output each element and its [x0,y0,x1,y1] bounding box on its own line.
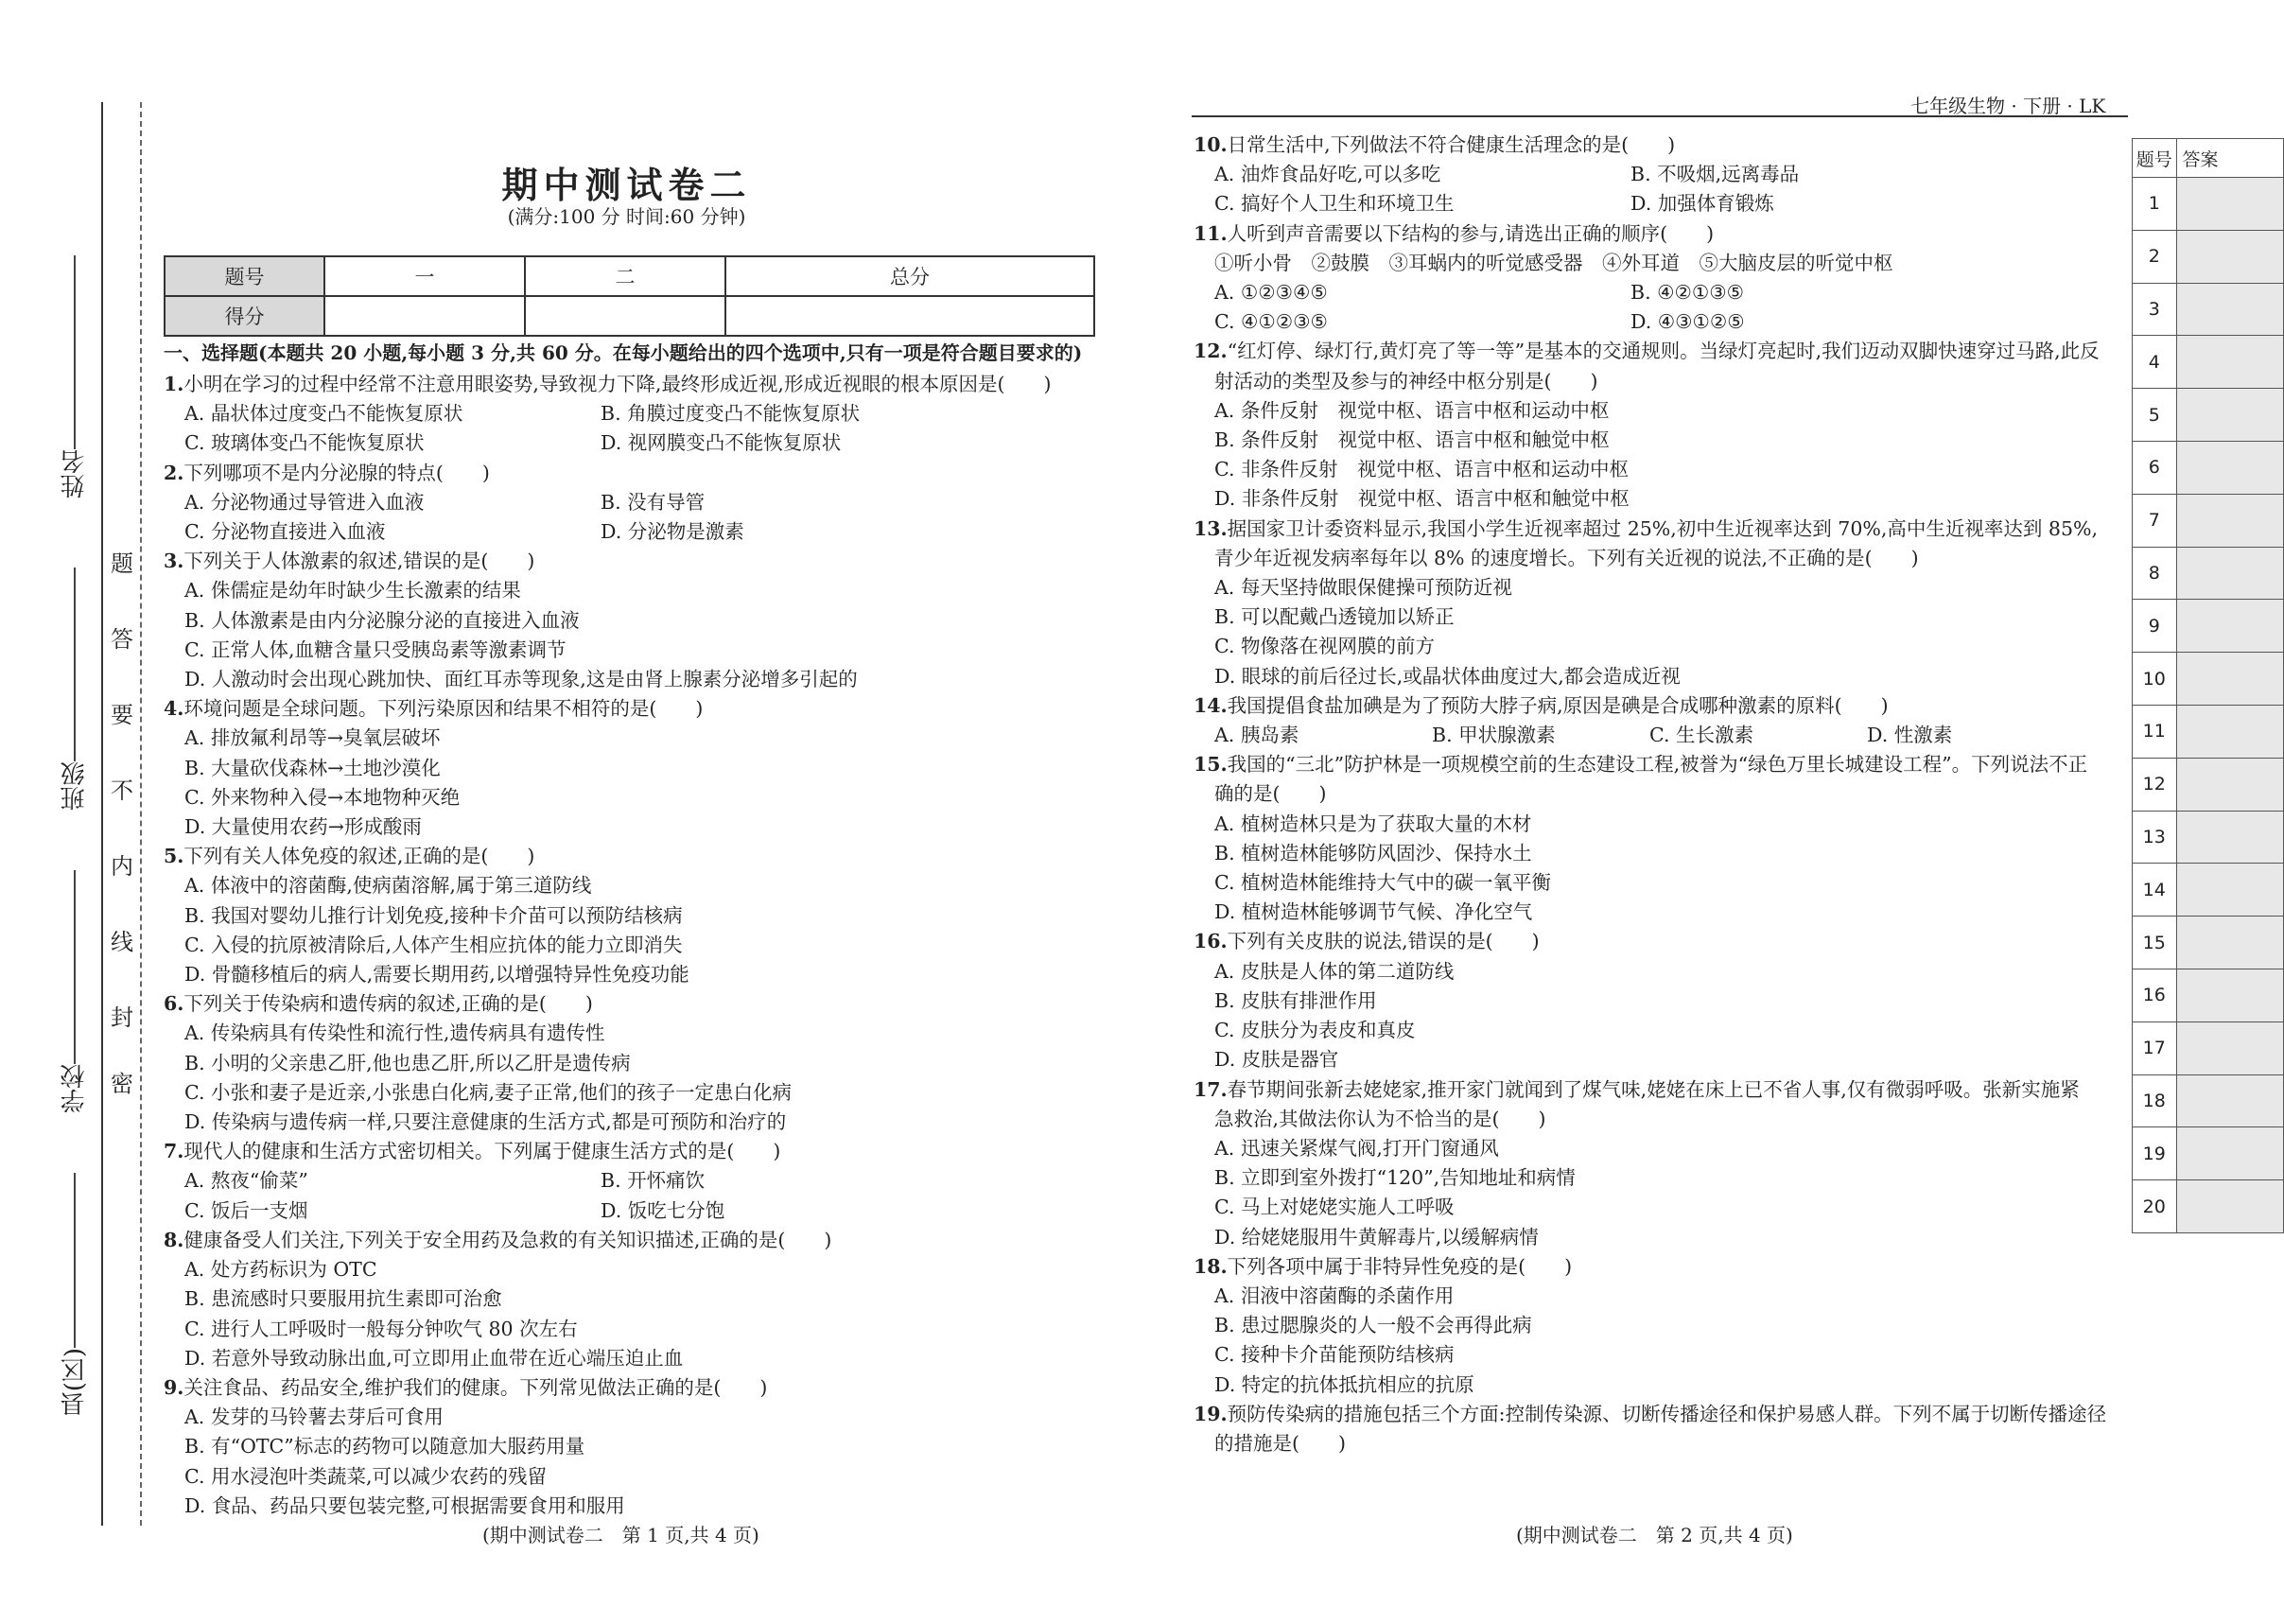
answer-cell[interactable] [2176,864,2283,917]
answer-option[interactable]: B. 甲状腺激素 [1432,724,1556,747]
answer-option[interactable]: A. 排放氟利昂等→臭氧层破坏 [184,726,441,750]
option-row [164,1166,1090,1196]
answer-option[interactable]: A. 发芽的马铃薯去芽后可食用 [184,1406,444,1429]
answer-row-number: 14 [2133,864,2177,917]
question-number: 17. [1194,1077,1228,1101]
question-number: 5. [164,845,184,868]
answer-option[interactable]: B. 小明的父亲患乙肝,他也患乙肝,所以乙肝是遗传病 [184,1051,631,1074]
question-stem [164,459,1090,488]
question-text: ①听小骨 ②鼓膜 ③耳蜗内的听觉感受器 ④外耳道 ⑤大脑皮层的听觉中枢 [1214,251,1893,274]
option-row [1194,278,2130,307]
answer-option[interactable]: C. 接种卡介苗能预防结核病 [1214,1343,1455,1367]
county-underline[interactable] [74,1173,76,1348]
score-cell[interactable] [725,296,1094,336]
answer-table [2132,138,2284,1233]
seal-char: 密 [111,1071,133,1097]
section-heading [164,339,1082,368]
question-stem [1194,691,2130,721]
answer-option[interactable]: C. 搞好个人卫生和环境卫生 [1214,192,1455,216]
answer-option[interactable]: B. 开怀痛饮 [601,1169,706,1193]
answer-option[interactable]: C. 玻璃体变凸不能恢复原状 [184,431,425,455]
answer-option[interactable]: A. 侏儒症是幼年时缺少生长激素的结果 [184,579,521,602]
answer-option[interactable]: A. ①②③④⑤ [1214,281,1328,305]
answer-option[interactable]: D. 分泌物是激素 [601,520,744,544]
question-stem [164,694,1090,724]
answer-option[interactable]: A. 处方药标识为 OTC [184,1258,377,1282]
answer-option[interactable]: D. 骨髓移植后的病人,需要长期用药,以增强特异性免疫功能 [184,963,689,987]
county-field[interactable] [57,1173,92,1416]
option-row [164,488,1090,517]
answer-row [2133,178,2284,231]
answer-option[interactable]: D. 若意外导致动脉出血,可立即用止血带在近心端压迫止血 [184,1346,684,1370]
answer-cell[interactable] [2176,1127,2283,1180]
question-stem [1194,1252,2130,1282]
answer-cell[interactable] [2176,600,2283,653]
answer-row-number: 6 [2133,441,2177,494]
question-number: 19. [1194,1402,1228,1425]
question-text: 健康备受人们关注,下列关于安全用药及急救的有关知识描述,正确的是( ) [183,1228,832,1251]
question-number: 1. [164,373,184,395]
answer-option[interactable]: A. 分泌物通过导管进入血液 [184,490,425,514]
question-text: 春节期间张新去姥姥家,推开家门就闻到了煤气味,姥姥在床上已不省人事,仅有微弱呼吸。张新实施紧 [1227,1077,2080,1101]
question-number: 15. [1194,753,1228,777]
answer-cell[interactable] [2176,547,2283,600]
answer-option[interactable]: B. 立即到室外拨打“120”,告知地址和病情 [1214,1166,1576,1190]
answer-cell[interactable] [2176,811,2283,864]
option-row [1194,160,2130,189]
binding-line [101,102,103,1526]
question-stem [1194,515,2130,544]
answer-option[interactable]: A. 泪液中溶菌酶的杀菌作用 [1214,1283,1455,1307]
answer-option[interactable]: C. 马上对姥姥实施人工呼吸 [1214,1196,1455,1219]
question-text: 下列各项中属于非特异性免疫的是( ) [1227,1254,1573,1278]
answer-row [2133,1022,2284,1074]
answer-cell[interactable] [2176,653,2283,706]
answer-option[interactable]: A. 晶状体过度变凸不能恢复原状 [184,402,463,426]
answer-cell[interactable] [2176,1022,2283,1074]
question-text: 的措施是( ) [1214,1431,1346,1455]
answer-row [2133,811,2284,864]
answer-row-number: 8 [2133,547,2177,600]
question-number: 12. [1194,340,1228,363]
question-stem [164,370,1090,399]
answer-option[interactable]: A. 体液中的溶菌酶,使病菌溶解,属于第三道防线 [184,874,592,898]
question [164,842,1090,989]
answer-row-number: 13 [2133,811,2177,864]
question-text: 小明在学习的过程中经常不注意用眼姿势,导致视力下降,最终形成近视,形成近视眼的根本原因是( ) [183,373,1052,395]
question [164,1226,1090,1373]
answer-row [2133,389,2284,442]
answer-cell[interactable] [2176,1180,2283,1233]
question-text: 我国提倡食盐加碘是为了预防大脖子病,原因是碘是合成哪种激素的原料( ) [1227,693,1889,717]
answer-row-number: 12 [2133,758,2177,811]
answer-row-number: 17 [2133,1022,2177,1074]
question-text: 急救治,其做法你认为不恰当的是( ) [1214,1107,1546,1130]
question-text: 环境问题是全球问题。下列污染原因和结果不相符的是( ) [183,697,704,721]
answer-row [2133,1127,2284,1180]
answer-row [2133,758,2284,811]
option-row [1194,307,2130,337]
question-text: 据国家卫计委资料显示,我国小学生近视率超过 25%,初中生近视率达到 70%,高中生近视率达到 85%, [1227,516,2098,540]
question [1194,515,2130,691]
question-text: 日常生活中,下列做法不符合健康生活理念的是( ) [1227,133,1676,156]
answer-option[interactable]: B. 植树造林能够防风固沙、保持水土 [1214,841,1532,864]
answer-option[interactable]: C. 植树造林能维持大气中的碳一氧平衡 [1214,871,1551,895]
question-stem [1194,1105,2130,1134]
school-label: 学校 [61,1064,89,1113]
answer-row [2133,494,2284,547]
question-text: 下列关于传染病和遗传病的叙述,正确的是( ) [183,992,593,1016]
answer-option[interactable]: B. 有“OTC”标志的药物可以随意加大服药用量 [184,1435,585,1458]
answer-row [2133,336,2284,389]
question [1194,219,2130,338]
answer-cell[interactable] [2176,917,2283,969]
option-row [164,399,1090,428]
answer-option[interactable]: D. 传染病与遗传病一样,只要注意健康的生活方式,都是可预防和治疗的 [184,1110,787,1134]
question [164,989,1090,1137]
answer-option[interactable]: C. 皮肤分为表皮和真皮 [1214,1019,1416,1042]
answer-row [2133,547,2284,600]
exam-subtitle: (满分:100 分 时间:60 分钟) [507,205,746,228]
seal-char: 内 [111,853,133,880]
name-field[interactable] [57,255,92,498]
question-text: “红灯停、绿灯行,黄灯亮了等一等”是基本的交通规则。当绿灯亮起时,我们迈动双脚快速穿过马路,此反 [1227,340,2100,363]
option-row [164,428,1090,458]
score-col-total: 总分 [725,256,1094,296]
score-row-label: 得分 [165,296,324,336]
question-number: 2. [164,461,184,484]
question-number: 11. [1194,221,1228,245]
question-stem [1194,337,2130,366]
answer-table-head-num: 题号 [2133,139,2177,178]
section-title: 一、选择题(本题共 20 小题,每小题 3 分,共 60 分。在每小题给出的四个选项中,只有一项是符合题目要求的) [164,341,1083,364]
answer-option[interactable]: C. 用水浸泡叶类蔬菜,可以减少农药的残留 [184,1464,548,1488]
answer-row-number: 7 [2133,494,2177,547]
answer-option[interactable]: C. 进行人工呼吸时一般每分钟吹气 80 次左右 [184,1317,578,1340]
question-number: 14. [1194,693,1228,717]
question [164,547,1090,694]
answer-option[interactable]: B. 大量砍伐森林→土地沙漠化 [184,756,441,779]
answer-option[interactable]: B. 条件反射 视觉中枢、语言中枢和触觉中枢 [1214,428,1610,452]
answer-row [2133,1180,2284,1233]
exam-title: 期中测试卷二 [501,164,752,206]
seal-char: 题 [111,550,133,577]
answer-option[interactable]: D. 皮肤是器官 [1214,1048,1339,1072]
answer-option[interactable]: C. 小张和妻子是近亲,小张患白化病,妻子正常,他们的孩子一定患白化病 [184,1080,793,1104]
answer-row-number: 9 [2133,600,2177,653]
question-stem [1194,927,2130,956]
answer-option[interactable]: B. 不吸烟,远离毒品 [1630,163,1800,186]
question-stem [1194,219,2130,249]
answer-row [2133,864,2284,917]
answer-option[interactable]: C. 非条件反射 视觉中枢、语言中枢和运动中枢 [1214,458,1629,481]
questions-column-left [164,370,1090,1521]
score-col-1: 一 [324,256,525,296]
question-stem [164,1373,1090,1403]
answer-cell[interactable] [2176,283,2283,336]
seal-char: 答 [111,626,133,653]
question-number: 4. [164,697,184,721]
answer-option[interactable]: D. 加强体育锻炼 [1630,192,1774,216]
answer-option[interactable]: B. 可以配戴凸透镜加以矫正 [1214,605,1455,629]
answer-option[interactable]: C. 入侵的抗原被清除后,人体产生相应抗体的能力立即消失 [184,933,683,956]
option-row [1194,721,2130,750]
answer-option[interactable]: D. 食品、药品只要包装完整,可根据需要食用和服用 [184,1493,625,1517]
answer-row-number: 5 [2133,389,2177,442]
seal-char: 要 [111,702,133,728]
answer-cell[interactable] [2176,230,2283,283]
option-row [1194,189,2130,218]
answer-row-number: 2 [2133,230,2177,283]
question-number: 13. [1194,516,1228,540]
answer-row [2133,917,2284,969]
answer-row-number: 3 [2133,283,2177,336]
answer-option[interactable]: B. 患流感时只要服用抗生素即可治愈 [184,1287,502,1311]
name-underline[interactable] [74,255,76,449]
question-text: 我国的“三北”防护林是一项规模空前的生态建设工程,被誉为“绿色万里长城建设工程”。下列说法不正 [1227,753,2088,777]
answer-option[interactable]: B. 患过腮腺炎的人一般不会再得此病 [1214,1314,1532,1337]
question [1194,131,2130,219]
answer-option[interactable]: D. 性激素 [1867,724,1953,747]
answer-row-number: 1 [2133,178,2177,231]
question [1194,337,2130,514]
answer-option[interactable]: A. 迅速关紧煤气阀,打开门窗通风 [1214,1136,1499,1160]
question [1194,1252,2130,1400]
answer-option[interactable]: D. ④③①②⑤ [1630,310,1745,334]
county-label: 县(区) [61,1348,89,1417]
answer-option[interactable]: B. 角膜过度变凸不能恢复原状 [601,402,861,426]
answer-option[interactable]: B. 皮肤有排泄作用 [1214,988,1377,1012]
footer-page-1: (期中测试卷二 第 1 页,共 4 页) [482,1524,759,1546]
answer-option[interactable]: A. 传染病具有传染性和流行性,遗传病具有遗传性 [184,1022,605,1045]
answer-row-number: 11 [2133,705,2177,758]
seal-char: 不 [111,777,133,804]
answer-option[interactable]: C. ④①②③⑤ [1214,310,1328,334]
question-stem [164,989,1090,1019]
seal-char: 封 [111,1004,133,1031]
answer-option[interactable]: D. 饭吃七分饱 [601,1198,725,1222]
answer-option[interactable]: D. 植树造林能够调节气候、净化空气 [1214,900,1533,924]
answer-row [2133,969,2284,1022]
answer-option[interactable]: B. 我国对婴幼儿推行计划免疫,接种卡介苗可以预防结核病 [184,903,683,927]
answer-row-number: 16 [2133,969,2177,1022]
answer-cell[interactable] [2176,178,2283,231]
answer-option[interactable]: B. 没有导管 [601,490,706,514]
footer-page-2: (期中测试卷二 第 2 页,共 4 页) [1516,1524,1793,1546]
seal-char: 线 [111,929,133,955]
answer-option[interactable]: A. 胰岛素 [1214,724,1299,747]
score-col-2: 二 [525,256,725,296]
question-number: 9. [164,1375,184,1399]
question-stem [1194,131,2130,160]
book-header: 七年级生物 · 下册 · LK [1910,95,2106,117]
answer-option[interactable]: A. 植树造林只是为了获取大量的木材 [1214,812,1532,835]
question-text: 现代人的健康和生活方式密切相关。下列属于健康生活方式的是( ) [183,1140,781,1163]
question-number: 8. [164,1228,184,1251]
question-number: 3. [164,550,184,573]
answer-option[interactable]: C. 物像落在视网膜的前方 [1214,635,1435,658]
answer-row [2133,653,2284,706]
answer-row-number: 20 [2133,1180,2177,1233]
question-text: 射活动的类型及参与的神经中枢分别是( ) [1214,369,1598,393]
answer-option[interactable]: C. 正常人体,血糖含量只受胰岛素等激素调节 [184,637,567,661]
question-number: 18. [1194,1254,1228,1278]
question [1194,1400,2130,1458]
answer-row [2133,705,2284,758]
question [1194,1075,2130,1252]
class-underline[interactable] [74,568,76,761]
question-stem [1194,1429,2130,1458]
score-table [164,255,1095,337]
question [164,1373,1090,1521]
question [1194,927,2130,1074]
answer-row-number: 4 [2133,336,2177,389]
answer-option[interactable]: A. 条件反射 视觉中枢、语言中枢和运动中枢 [1214,398,1610,422]
option-row [164,517,1090,547]
answer-row-number: 19 [2133,1127,2177,1180]
answer-option[interactable]: D. 非条件反射 视觉中枢、语言中枢和触觉中枢 [1214,487,1630,511]
answer-cell[interactable] [2176,336,2283,389]
question-stem [1194,544,2130,573]
answer-cell[interactable] [2176,705,2283,758]
seal-dashed-line [140,102,142,1526]
answer-option[interactable]: B. 人体激素是由内分泌腺分泌的直接进入血液 [184,608,580,632]
answer-option[interactable]: C. 生长激素 [1649,724,1753,747]
header-rule [1192,115,2128,117]
answer-row-number: 18 [2133,1074,2177,1127]
question-text: 下列哪项不是内分泌腺的特点( ) [183,461,490,484]
question-text: 预防传染病的措施包括三个方面:控制传染源、切断传播途径和保护易感人群。下列不属于切断传播途径 [1227,1402,2107,1425]
score-cell[interactable] [324,296,525,336]
school-underline[interactable] [74,870,76,1064]
answer-cell[interactable] [2176,969,2283,1022]
answer-row [2133,600,2284,653]
question [164,370,1090,459]
questions-column-right [1194,131,2130,1458]
answer-row [2133,283,2284,336]
question-stem [1194,1075,2130,1105]
answer-option[interactable]: D. 视网膜变凸不能恢复原状 [601,431,842,455]
question-text: 人听到声音需要以下结构的参与,请选出正确的顺序( ) [1227,221,1715,245]
answer-option[interactable]: A. 皮肤是人体的第二道防线 [1214,959,1455,983]
question [1194,691,2130,750]
answer-option[interactable]: A. 油炸食品好吃,可以多吃 [1214,163,1441,186]
question-stem [164,842,1090,871]
answer-option[interactable]: A. 熬夜“偷菜” [184,1169,308,1193]
answer-option[interactable]: D. 大量使用农药→形成酸雨 [184,815,422,839]
answer-row-number: 10 [2133,653,2177,706]
score-head-label: 题号 [165,256,324,296]
answer-row-number: 15 [2133,917,2177,969]
answer-cell[interactable] [2176,494,2283,547]
question-stem [1194,779,2130,809]
answer-row [2133,441,2284,494]
question-stem [1194,249,2130,278]
class-label: 班级 [61,761,89,811]
question-stem [164,1226,1090,1255]
question [1194,750,2130,927]
answer-option[interactable]: B. ④②①③⑤ [1630,281,1744,305]
question-number: 7. [164,1140,184,1163]
name-label: 姓名 [61,449,89,498]
answer-cell[interactable] [2176,1074,2283,1127]
answer-option[interactable]: C. 分泌物直接进入血液 [184,520,386,544]
answer-row [2133,230,2284,283]
question-number: 6. [164,992,184,1016]
answer-option[interactable]: A. 每天坚持做眼保健操可预防近视 [1214,576,1512,600]
question-text: 关注食品、药品安全,维护我们的健康。下列常见做法正确的是( ) [183,1375,768,1399]
question-text: 确的是( ) [1214,782,1327,806]
answer-row [2133,1074,2284,1127]
answer-cell[interactable] [2176,441,2283,494]
question [164,1137,1090,1226]
class-field[interactable] [57,568,92,811]
question-stem [1194,1400,2130,1429]
question-stem [1194,367,2130,396]
answer-cell[interactable] [2176,758,2283,811]
score-cell[interactable] [525,296,725,336]
option-row [164,1196,1090,1226]
answer-option[interactable]: D. 特定的抗体抵抗相应的抗原 [1214,1372,1474,1396]
answer-cell[interactable] [2176,389,2283,442]
answer-option[interactable]: D. 给姥姥服用牛黄解毒片,以缓解病情 [1214,1225,1539,1249]
question-text: 下列关于人体激素的叙述,错误的是( ) [183,550,535,573]
answer-option[interactable]: C. 饭后一支烟 [184,1198,308,1222]
question-text: 下列有关皮肤的说法,错误的是( ) [1227,930,1540,953]
question-stem [1194,750,2130,779]
answer-option[interactable]: D. 人激动时会出现心跳加快、面红耳赤等现象,这是由肾上腺素分泌增多引起的 [184,668,858,691]
question-text: 下列有关人体免疫的叙述,正确的是( ) [183,845,535,868]
question-stem [164,1137,1090,1166]
question [164,459,1090,548]
answer-option[interactable]: C. 外来物种入侵→本地物种灭绝 [184,785,461,809]
answer-table-head-ans: 答案 [2176,139,2283,178]
question-text: 青少年近视发病率每年以 8% 的速度增长。下列有关近视的说法,不正确的是( ) [1214,546,1919,569]
school-field[interactable] [57,870,92,1113]
question-number: 10. [1194,133,1228,156]
question [164,694,1090,842]
question-number: 16. [1194,930,1228,953]
answer-option[interactable]: D. 眼球的前后径过长,或晶状体曲度过大,都会造成近视 [1214,664,1681,688]
question-stem [164,547,1090,576]
